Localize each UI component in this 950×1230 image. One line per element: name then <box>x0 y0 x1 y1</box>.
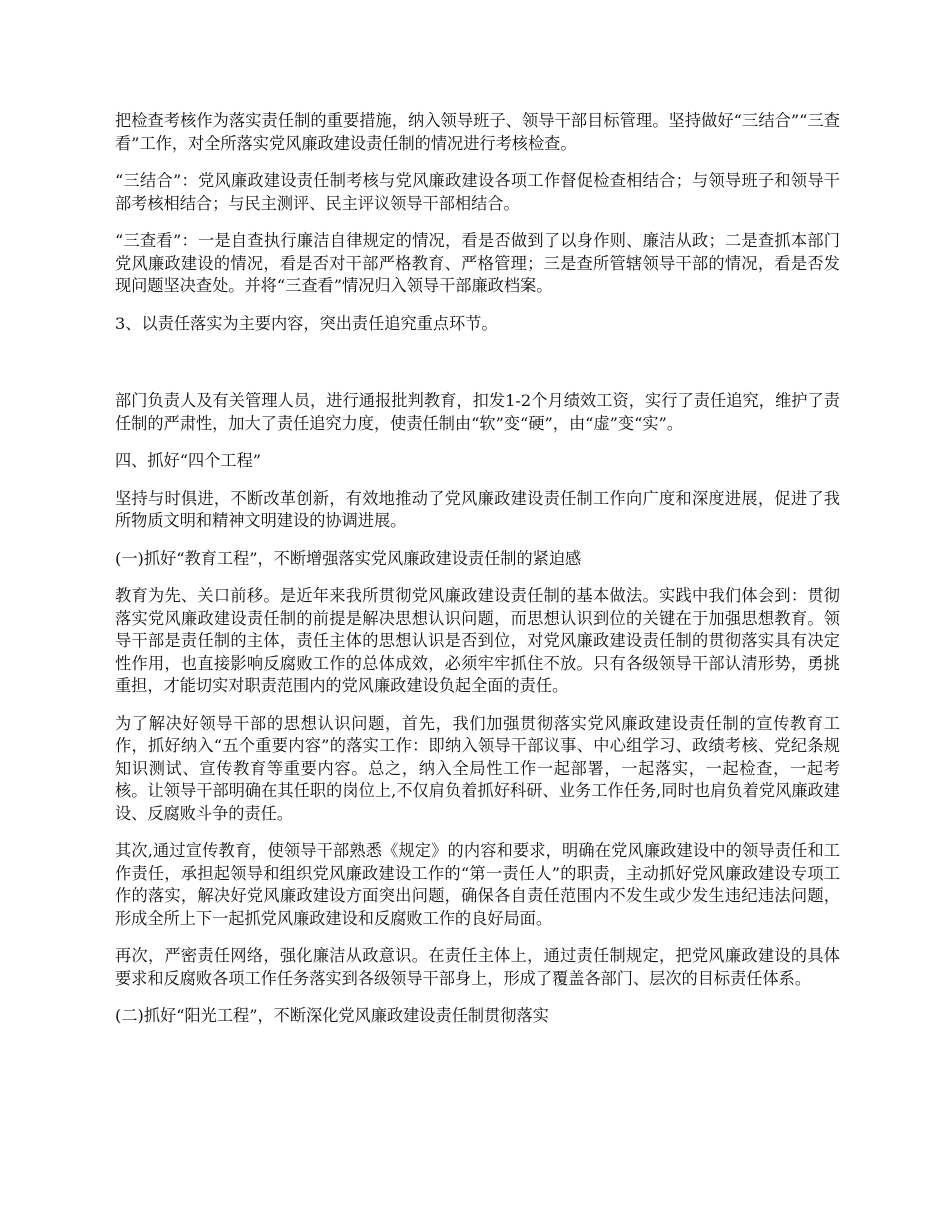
paragraph-third-measures: 再次，严密责任网络，强化廉洁从政意识。在责任主体上，通过责任制规定，把党风廉政建设的具体要求和反腐败各项工作任务落实到各级领导干部身上，形成了覆盖各部门、层次的目标责任体系。 <box>115 946 840 988</box>
paragraph-first-measures: 为了解决好领导干部的思想认识问题，首先，我们加强贯彻落实党风廉政建设责任制的宣传教育工作，抓好纳入“五个重要内容”的落实工作：即纳入领导干部议事、中心组学习、政绩考核、党纪条规知识测试、宣传教育等重要内容。总之，纳入全局性工作一起部署，一起落实，一起检查，一起考核。让领导干部明确在其任职的岗位上,不仅肩负着抓好科研、业务工作任务,同时也肩负着党风廉政建设、反腐败斗争的责任。 <box>115 713 840 823</box>
heading-education-project: (一)抓好“教育工程”，不断增强落实党风廉政建设责任制的紧迫感 <box>115 548 582 568</box>
heading-responsibility-implementation: 3、以责任落实为主要内容，突出责任追究重点环节。 <box>115 313 498 333</box>
paragraph-accountability: 部门负责人及有关管理人员，进行通报批判教育，扣发1-2个月绩效工资，实行了责任追究，维护了责任制的严肃性，加大了责任追究力度，使责任制由“软”变“硬”，由“虚”变“实”。 <box>115 391 840 433</box>
paragraph-education-first: 教育为先、关口前移。是近年来我所贯彻党风廉政建设责任制的基本做法。实践中我们体会到：贯彻落实党风廉政建设责任制的前提是解决思想认识问题，而思想认识到位的关键在于加强思想教育。领导干部是责任制的主体，责任主体的思想认识是否到位，对党风廉政建设责任制的贯彻落实具有决定性作用，也直接影响反腐败工作的总体成效，必须牢牢抓住不放。只有各级领导干部认清形势，勇挑重担，才能切实对职责范围内的党风廉政建设负起全面的责任。 <box>115 586 840 695</box>
paragraph-keep-pace: 坚持与时俱进，不断改革创新，有效地推动了党风廉政建设责任制工作向广度和深度进展，促进了我所物质文明和精神文明建设的协调进展。 <box>115 488 840 530</box>
heading-sunshine-project: (二)抓好“阳光工程”，不断深化党风廉政建设责任制贯彻落实 <box>115 1006 549 1025</box>
document-body <box>115 110 840 1043</box>
paragraph-inspection-assessment: 把检查考核作为落实责任制的重要措施，纳入领导班子、领导干部目标管理。坚持做好“三结合”“三查看”工作，对全所落实党风廉政建设责任制的情况进行考核检查。 <box>115 111 840 153</box>
paragraph-three-combinations: “三结合”：党风廉政建设责任制考核与党风廉政建设各项工作督促检查相结合；与领导班子和领导干部考核相结合；与民主测评、民主评议领导干部相结合。 <box>115 171 840 213</box>
paragraph-second-measures: 其次,通过宣传教育，使领导干部熟悉《规定》的内容和要求，明确在党风廉政建设中的领导责任和工作责任，承担起领导和组织党风廉政建设工作的“第一责任人”的职责，主动抓好党风廉政建设专项工作的落实，解决好党风廉政建设方面突出问题，确保各自责任范围内不发生或少发生违纪违法问题，形成全所上下一起抓党风廉政建设和反腐败工作的良好局面。 <box>115 841 840 928</box>
heading-four-projects: 四、抓好“四个工程” <box>115 451 262 470</box>
blank-gap <box>115 350 840 390</box>
paragraph-three-checks: “三查看”：一是自查执行廉洁自律规定的情况，看是否做到了以身作则、廉洁从政；二是查抓本部门党风廉政建设的情况，看是否对干部严格教育、严格管理；三是查所管辖领导干部的情况，看是否发现问题坚决查处。并将“三查看”情况归入领导干部廉政档案。 <box>115 231 840 295</box>
